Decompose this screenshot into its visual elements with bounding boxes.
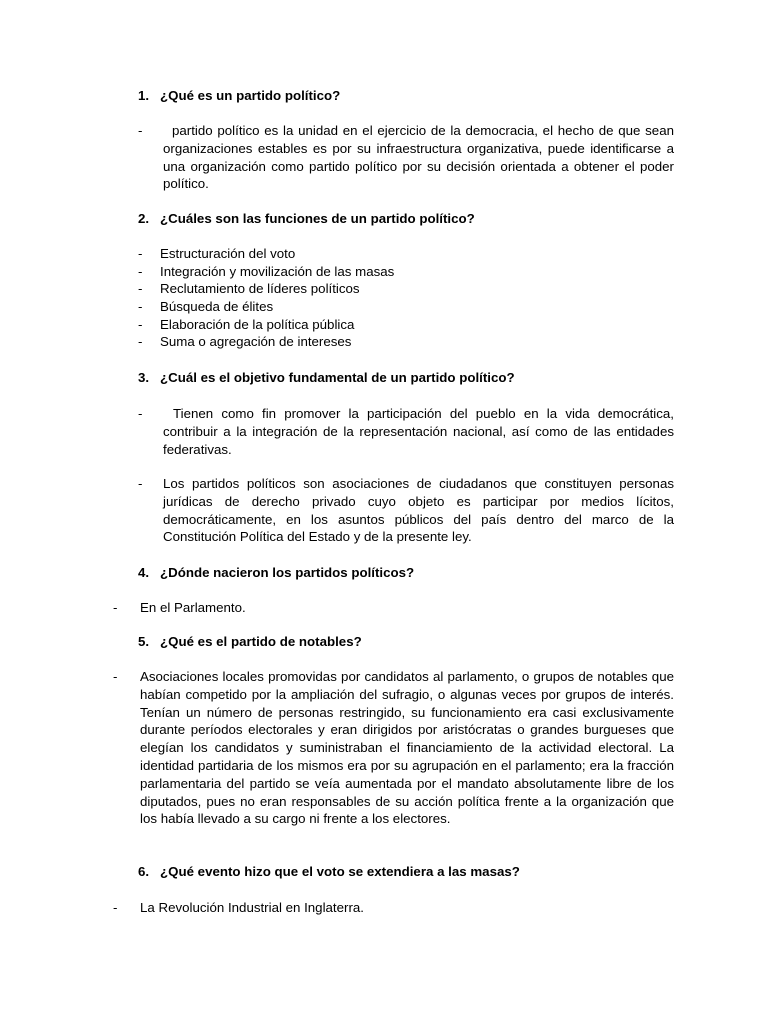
question-text: ¿Qué es un partido político? [160,88,341,103]
function-item: Elaboración de la política pública [160,317,355,332]
function-item: Suma o agregación de intereses [160,334,352,349]
bullet-dash: - [138,334,143,349]
question-6 [138,863,520,881]
question-number: 3. [138,370,150,385]
bullet-dash: - [138,123,143,138]
bullet-dash: - [138,264,143,279]
bullet-dash: - [138,281,143,296]
question-number: 4. [138,565,150,580]
answer-1: partido político es la unidad en el ejercicio de la democracia, el hecho de que sean organizaciones estables es por su infraestructura organizativa, puede identificarse a una organización como partido político por su decisión orientada a obtener el poder político. [163,123,674,192]
question-4 [138,564,414,582]
function-item: Integración y movilización de las masas [160,264,395,279]
question-number: 5. [138,634,150,649]
question-number: 2. [138,211,150,226]
answer-3b: Los partidos políticos son asociaciones de ciudadanos que constituyen personas jurídicas de derecho privado cuyo objeto es participar por medios lícitos, democráticamente, en los asuntos públicos del país dentro del marco de la Constitución Política del Estado y de la presente ley. [163,476,674,545]
function-item: Búsqueda de élites [160,299,274,314]
answer-3a: Tienen como fin promover la participación del pueblo en la vida democrática, contribuir a la integración de la representación nacional, así como de las entidades federativas. [163,406,674,457]
bullet-dash: - [138,476,143,491]
bullet-dash: - [138,299,143,314]
answer-4: En el Parlamento. [140,600,246,615]
answer-6: La Revolución Industrial en Inglaterra. [140,900,364,915]
question-1 [138,87,340,105]
bullet-dash: - [138,246,143,261]
function-item: Reclutamiento de líderes políticos [160,281,360,296]
question-text: ¿Cuál es el objetivo fundamental de un partido político? [160,370,515,385]
question-5 [138,633,362,651]
bullet-dash: - [113,900,118,915]
question-3 [138,369,515,387]
question-text: ¿Qué es el partido de notables? [160,634,362,649]
answer-5: Asociaciones locales promovidas por candidatos al parlamento, o grupos de notables que habían competido por la ampliación del sufragio, o algunas veces por grupos de interés. Tenían un número de personas restringido, su funcionamiento era casi exclusivamente durante períodos electorales y eran dirigidos por aristócratas o grandes burgueses que elegían los candidatos y suministraban el financiamiento de la actividad electoral. La identidad partidaria de los mismos era por su agrupación en el parlamento; era la fracción parlamentaria del partido se veía aumentada por el mandato absolutamente libre de los diputados, pues no eran responsables de su acción política frente a la organización que los había llevado a su cargo ni frente a los electores. [140,669,674,827]
question-number: 6. [138,864,150,879]
bullet-dash: - [113,600,118,615]
question-2 [138,210,475,228]
bullet-dash: - [113,669,118,684]
question-text: ¿Qué evento hizo que el voto se extendiera a las masas? [160,864,520,879]
question-text: ¿Dónde nacieron los partidos políticos? [160,565,415,580]
bullet-dash: - [138,317,143,332]
question-number: 1. [138,88,150,103]
question-text: ¿Cuáles son las funciones de un partido político? [160,211,475,226]
bullet-dash: - [138,406,143,421]
function-item: Estructuración del voto [160,246,296,261]
